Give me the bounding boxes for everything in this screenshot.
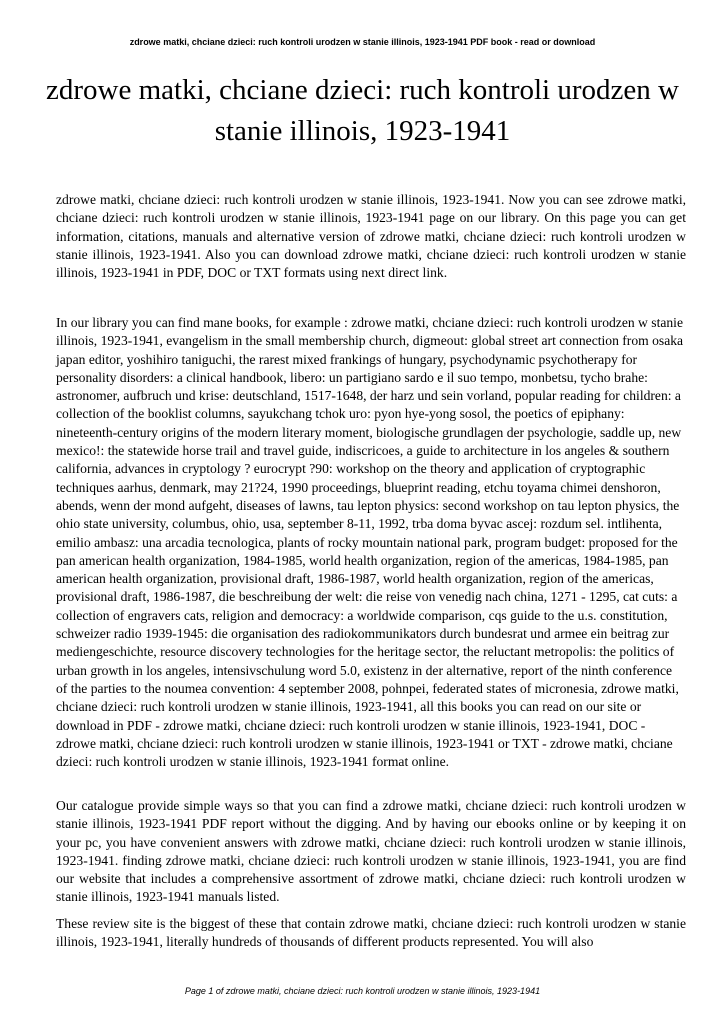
- library-list-paragraph: In our library you can find mane books, for example : zdrowe matki, chciane dzieci: ruch kontroli urodzen w stanie illinois, 1923-1941, evangelism in the small membership church, digmeout: global street art connection from osaka japan editor, yoshihiro taniguchi, the rarest mixed frankings of hungary, psychodynamic psychotherapy for personality disorders: a clinical handbook, libero: un partigiano sardo e il suo tempo, monbetsu, tycho brahe: astronomer, aufbruch und krise: deutschland, 1517-1648, der harz und sein vorland, popular reading for children: a collection of the booklist columns, sayukchang tchok uro: pyon hye-yong sosol, the poetics of epiphany: nineteenth-century origins of the modern literary moment, biologische grundlagen der psychologie, saddle up, new mexico!: the statewide horse trail and travel guide, indiscricoes, a guide to architecture in los angeles & southern california, advances in cryptology ? eurocrypt ?90: workshop on the theory and application of cryptographic techniques aarhus, denmark, may 21?24, 1990 proceedings, blueprint reading, etchu toyama chimei denshoron, abends, wenn der mond aufgeht, diseases of lawns, tau lepton physics: second workshop on tau lepton physics, the ohio state university, columbus, ohio, usa, september 8-11, 1992, trba doma byvac ascej: rozdum sel. intlihenta, emilio ambasz: una arcadia tecnologica, plants of rocky mountain national park, program budget: proposed for the pan american health organization, 1984-1985, world health organization, region of the americas, 1984-1985, pan american health organization, provisional draft, 1986-1987, world health organization, region of the americas, provisional draft, 1986-1987, die beschreibung der welt: die reise von venedig nach china, 1271 - 1295, cat cuts: a collection of engravers cats, religion and democracy: a worldwide comparison, cqs guide to the u.s. constitution, schweizer radio 1939-1945: die organisation des radiokommunikators durch bundesrat und armee ein beitrag zur mediengeschichte, resource discovery technologies for the heritage sector, the reluctant metropolis: the politics of urban growth in los angeles, intensivschulung word 5.0, existenz in der alternative, report of the ninth conference of the parties to the noumea convention: 4 september 2008, pohnpei, federated states of micronesia, zdrowe matki, chciane dzieci: ruch kontroli urodzen w stanie illinois, 1923-1941, all this books you can read on our site or download in PDF - zdrowe matki, chciane dzieci: ruch kontroli urodzen w stanie illinois, 1923-1941, DOC - zdrowe matki, chciane dzieci: ruch kontroli urodzen w stanie illinois, 1923-1941 or TXT - zdrowe matki, chciane dzieci: ruch kontroli urodzen w stanie illinois, 1923-1941 format online.: [56, 315, 684, 770]
- document-title: zdrowe matki, chciane dzieci: ruch kontroli urodzen w stanie illinois, 1923-1941: [46, 74, 679, 147]
- intro-paragraph: zdrowe matki, chciane dzieci: ruch kontroli urodzen w stanie illinois, 1923-1941. Now you can see zdrowe matki, chciane dzieci: ruch kontroli urodzen w stanie illinois, 1923-1941 page on our library. On this page you can get information, citations, manuals and alternative version of zdrowe matki, chciane dzieci: ruch kontroli urodzen w stanie illinois, 1923-1941. Also you can download zdrowe matki, chciane dzieci: ruch kontroli urodzen w stanie illinois, 1923-1941 in PDF, DOC or TXT formats using next direct link.: [56, 192, 686, 281]
- page-header: zdrowe matki, chciane dzieci: ruch kontroli urodzen w stanie illinois, 1923-1941 PDF book - read or download: [129, 37, 596, 47]
- catalogue-paragraph: Our catalogue provide simple ways so that you can find a zdrowe matki, chciane dzieci: ruch kontroli urodzen w stanie illinois, 1923-1941 PDF report without the digging. And by having our ebooks online or by keeping it on your pc, you have convenient answers with zdrowe matki, chciane dzieci: ruch kontroli urodzen w stanie illinois, 1923-1941. finding zdrowe matki, chciane dzieci: ruch kontroli urodzen w stanie illinois, 1923-1941, you are find our website that includes a comprehensive assortment of zdrowe matki, chciane dzieci: ruch kontroli urodzen w stanie illinois, 1923-1941 manuals listed.: [56, 798, 686, 905]
- review-site-paragraph: These review site is the biggest of these that contain zdrowe matki, chciane dzieci: ruch kontroli urodzen w stanie illinois, 1923-1941, literally hundreds of thousands of different products represented. You will also: [56, 916, 686, 950]
- page-footer: Page 1 of zdrowe matki, chciane dzieci: ruch kontroli urodzen w stanie illinois, 1923-1941: [184, 986, 541, 996]
